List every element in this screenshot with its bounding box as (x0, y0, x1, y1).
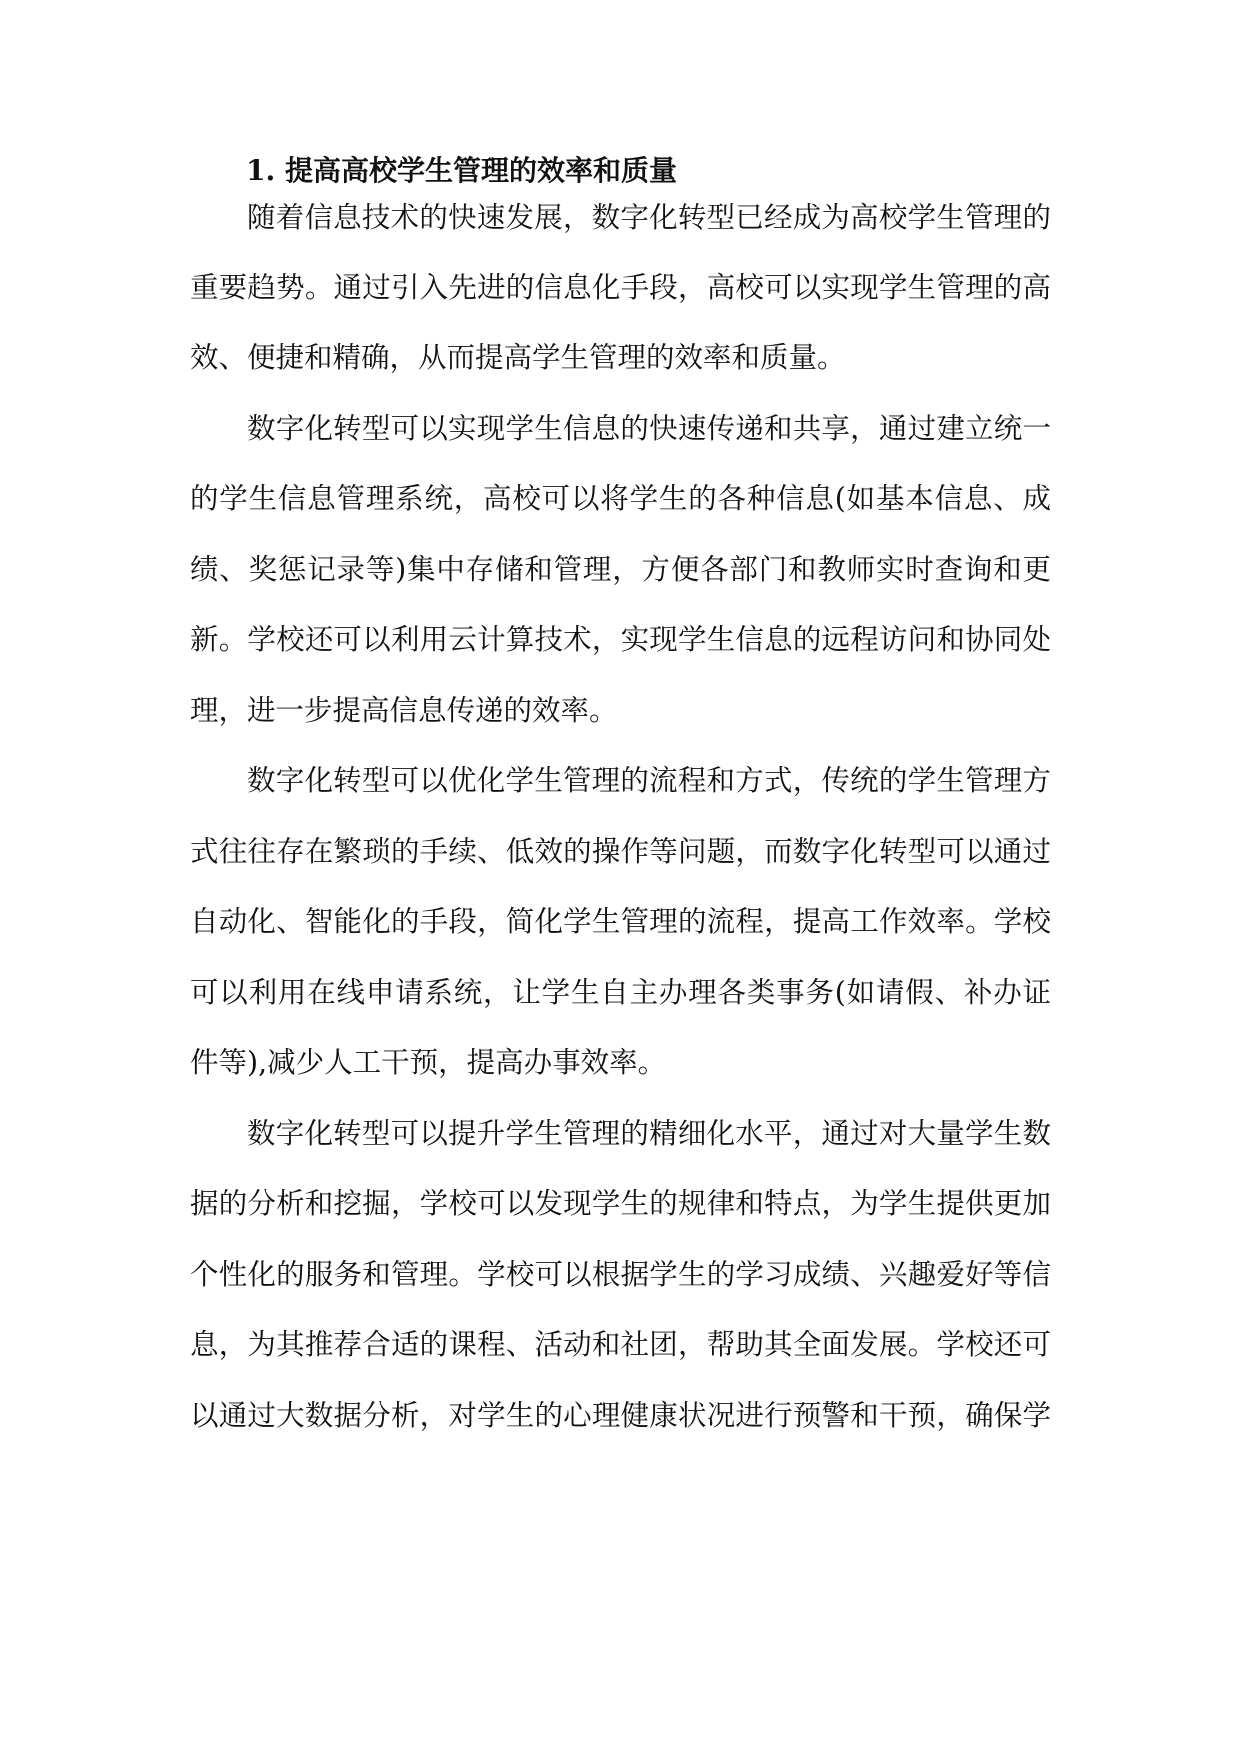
paragraph-2-line-1: 数字化转型可以实现学生信息的快速传递和共享，通过建立统一 (247, 412, 1051, 445)
paragraph-4-line-1: 数字化转型可以提升学生管理的精细化水平，通过对大量学生数 (247, 1117, 1051, 1150)
paragraph-3-line-2: 式往往存在繁琐的手续、低效的操作等问题，而数字化转型可以通过 (190, 835, 1051, 868)
paragraph-2-line-3: 绩、奖惩记录等)集中存储和管理，方便各部门和教师实时查询和更 (190, 553, 1051, 586)
paragraph-3-line-1: 数字化转型可以优化学生管理的流程和方式，传统的学生管理方 (247, 764, 1051, 797)
paragraph-1-line-1: 随着信息技术的快速发展，数字化转型已经成为高校学生管理的 (247, 201, 1051, 234)
paragraph-2-line-4: 新。学校还可以利用云计算技术，实现学生信息的远程访问和协同处 (190, 623, 1051, 656)
paragraph-1-line-3: 效、便捷和精确，从而提高学生管理的效率和质量。 (190, 341, 846, 374)
paragraph-4-line-4: 息，为其推荐合适的课程、活动和社团，帮助其全面发展。学校还可 (190, 1328, 1051, 1361)
paragraph-2-line-2: 的学生信息管理系统，高校可以将学生的各种信息(如基本信息、成 (190, 482, 1051, 515)
paragraph-3-line-3: 自动化、智能化的手段，简化学生管理的流程，提高工作效率。学校 (190, 905, 1051, 938)
paragraph-4-line-5: 以通过大数据分析，对学生的心理健康状况进行预警和干预，确保学 (190, 1399, 1051, 1432)
paragraph-4-line-2: 据的分析和挖掘，学校可以发现学生的规律和特点，为学生提供更加 (190, 1187, 1051, 1220)
section-heading: 1. 提高高校学生管理的效率和质量 (246, 154, 677, 187)
paragraph-4-line-3: 个性化的服务和管理。学校可以根据学生的学习成绩、兴趣爱好等信 (190, 1258, 1051, 1291)
paragraph-3-line-5: 件等),减少人工干预，提高办事效率。 (190, 1046, 667, 1079)
paragraph-3-line-4: 可以利用在线申请系统，让学生自主办理各类事务(如请假、补办证 (190, 976, 1051, 1009)
paragraph-1-line-2: 重要趋势。通过引入先进的信息化手段，高校可以实现学生管理的高 (190, 271, 1051, 304)
paragraph-2-line-5: 理，进一步提高信息传递的效率。 (190, 694, 618, 727)
